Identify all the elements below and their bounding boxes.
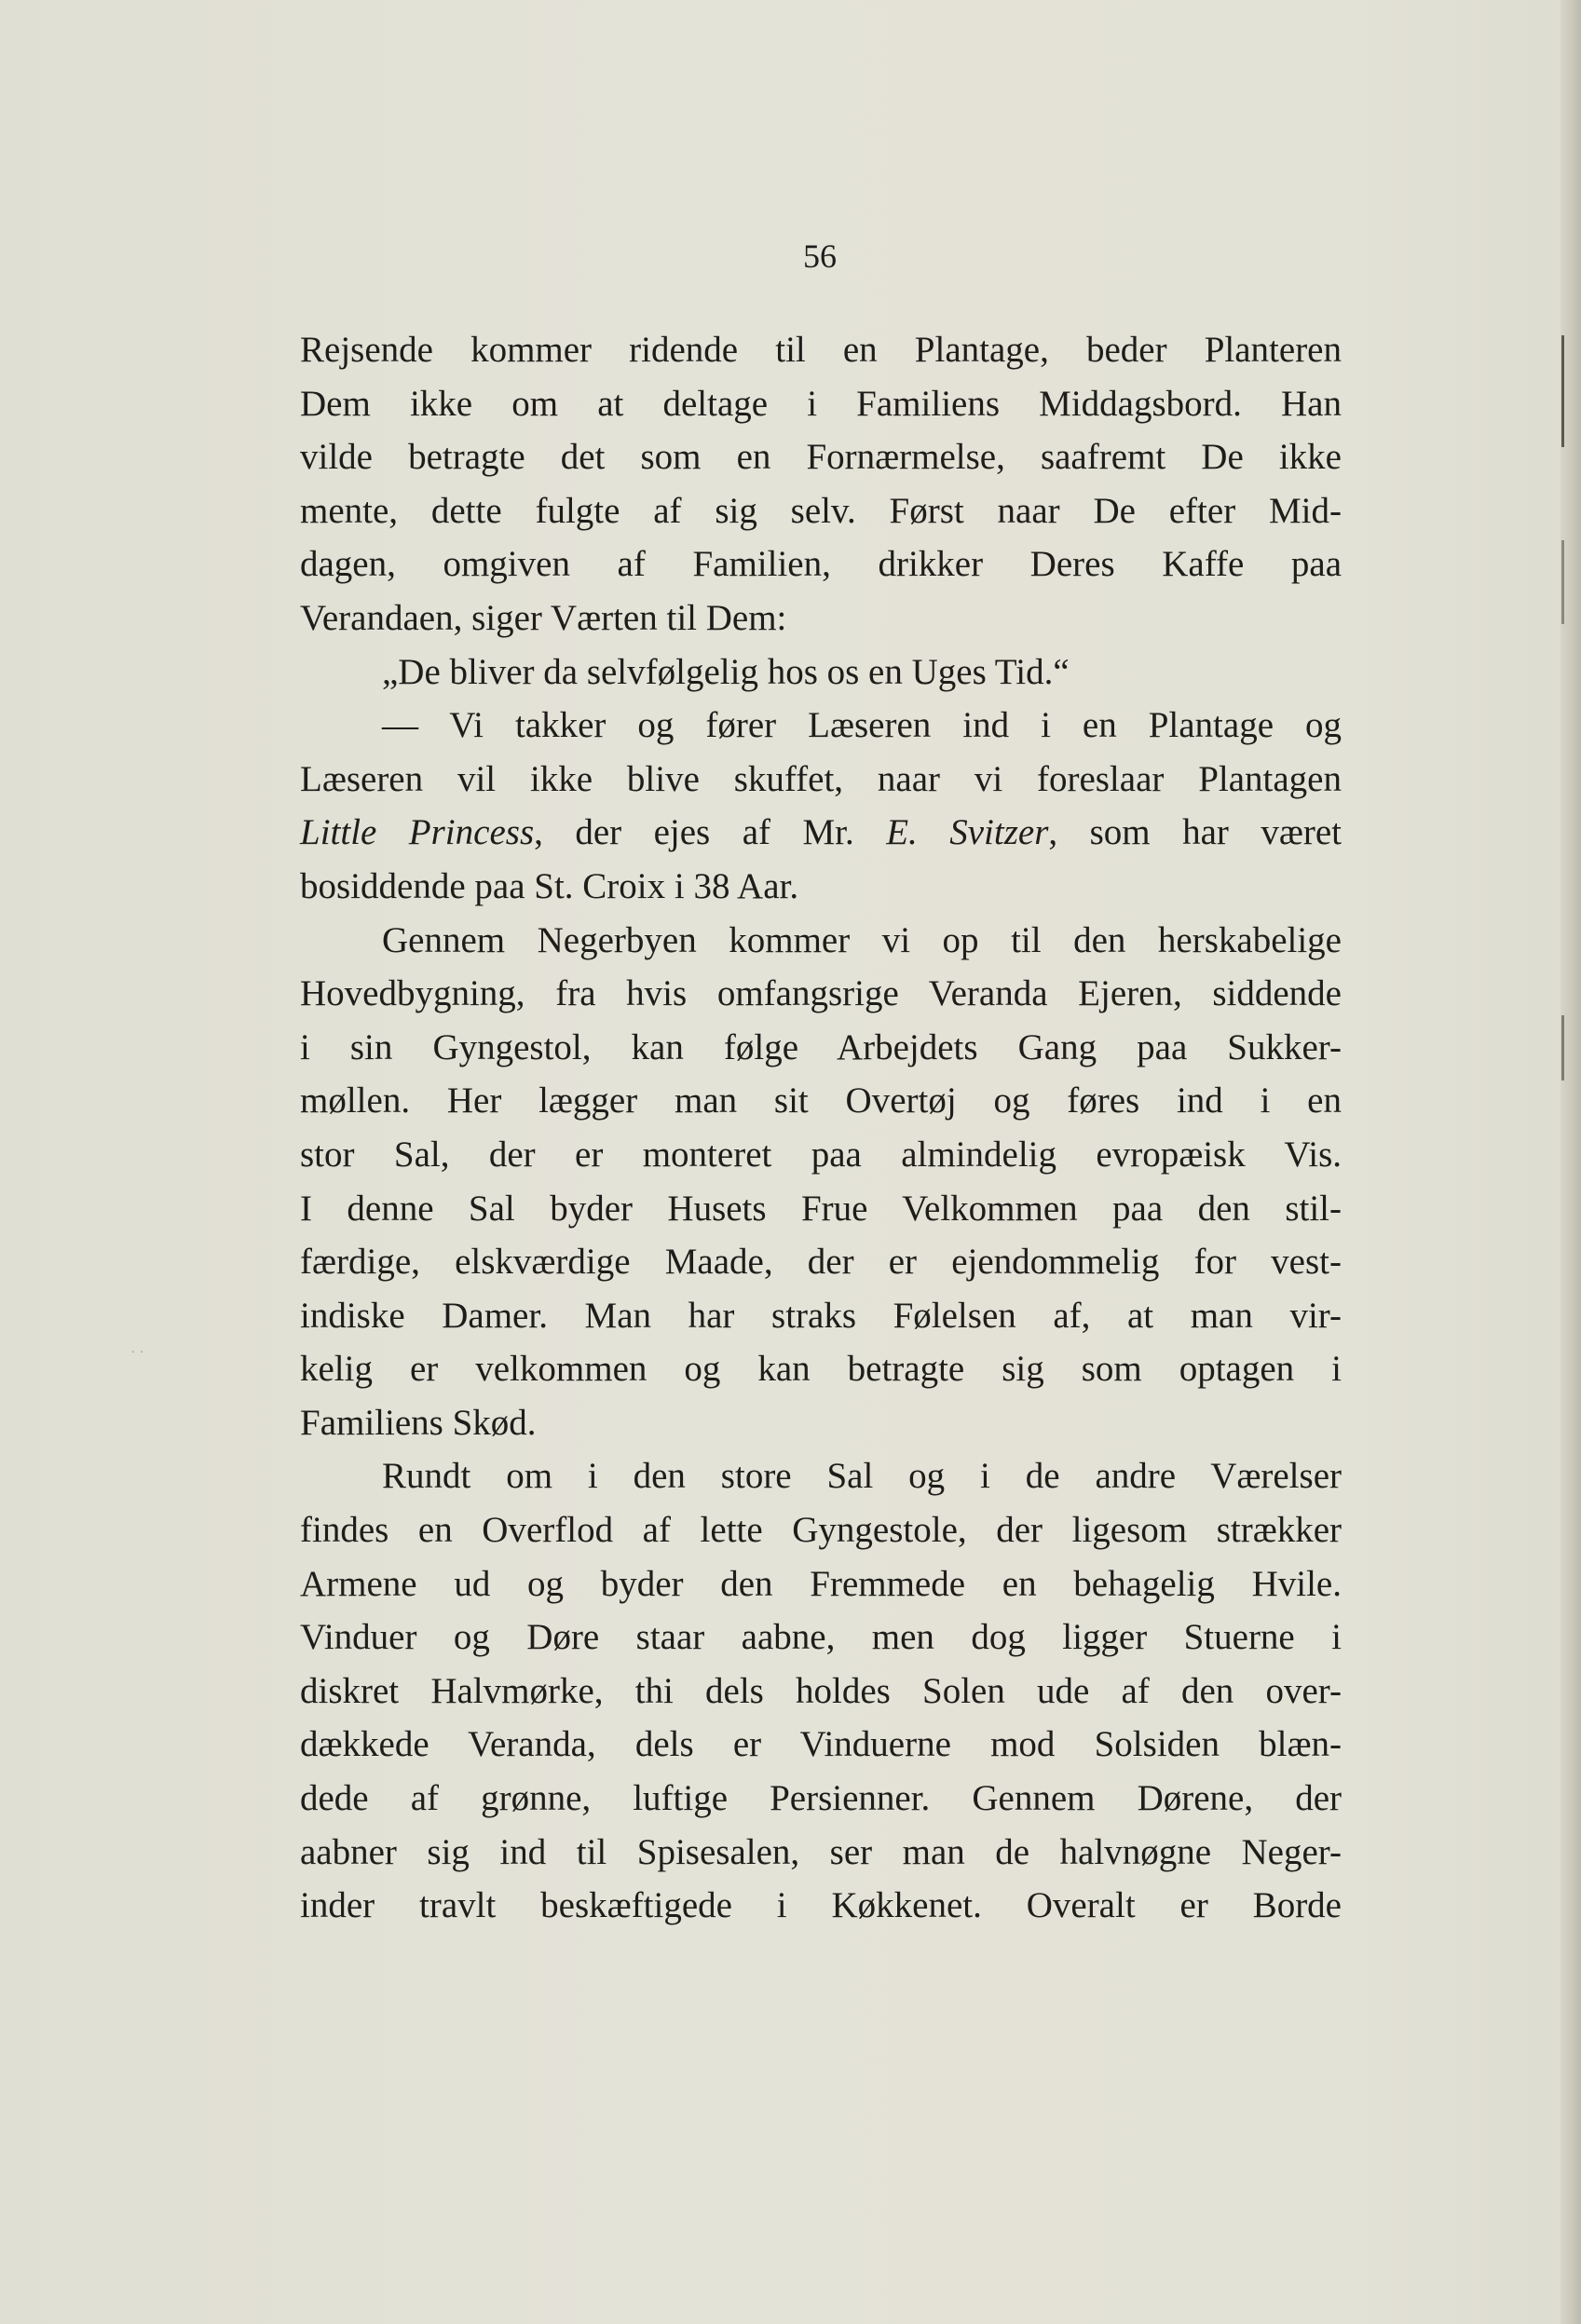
text-line: I denne Sal byder Husets Frue Velkommen paa den stil- <box>300 1188 1342 1229</box>
text-line: kelig er velkommen og kan betragte sig som optagen i <box>300 1349 1342 1390</box>
text-line: indiske Damer. Man har straks Følelsen af, at man vir- <box>300 1295 1342 1336</box>
scan-speck: ˙ ˙ <box>130 1349 144 1365</box>
text-line: aabner sig ind til Spisesalen, ser man de halvnøgne Neger- <box>300 1831 1342 1872</box>
text-line: i sin Gyngestol, kan følge Arbejdets Gang paa Sukker- <box>300 1026 1342 1067</box>
text-line: Gennem Negerbyen kommer vi op til den herskabelige <box>382 919 1342 960</box>
owner-name: E. Svitzer <box>886 812 1049 853</box>
plantation-name: Little Princess <box>300 812 535 853</box>
text-line: Rundt om i den store Sal og i de andre Værelser <box>382 1456 1342 1497</box>
text-line: vilde betragte det som en Fornærmelse, saafremt De ikke <box>300 437 1342 478</box>
text-line: — Vi takker og fører Læseren ind i en Plantage og <box>382 705 1342 746</box>
text-line: Dem ikke om at deltage i Familiens Middagsbord. Han <box>300 383 1342 424</box>
text-line <box>300 806 1342 860</box>
page-edge-mark <box>1561 335 1564 447</box>
text-line: Verandaen, siger Værten til Dem: <box>300 597 787 638</box>
text-line: inder travlt beskæftigede i Køkkenet. Overalt er Borde <box>300 1885 1342 1926</box>
text-line: færdige, elskværdige Maade, der er ejendommelig for vest- <box>300 1242 1342 1283</box>
text-segment: , som har været <box>1048 812 1342 853</box>
text-line: dækkede Veranda, dels er Vinduerne mod Solsiden blæn- <box>300 1724 1342 1765</box>
quote-line: „De bliver da selvfølgelig hos os en Uges Tid.“ <box>382 651 1070 692</box>
page-edge-mark <box>1561 540 1564 624</box>
text-line: Armene ud og byder den Fremmede en behagelig Hvile. <box>300 1563 1342 1604</box>
text-line: findes en Overflod af lette Gyngestole, der ligesom strækker <box>300 1510 1342 1551</box>
body-text <box>300 323 1342 1933</box>
text-line: Rejsende kommer ridende til en Plantage, beder Planteren <box>300 330 1342 370</box>
text-line: dagen, omgiven af Familien, drikker Deres Kaffe paa <box>300 544 1342 585</box>
text-line: diskret Halvmørke, thi dels holdes Solen ude af den over- <box>300 1670 1342 1711</box>
page-edge-mark <box>1561 1015 1564 1080</box>
text-line: Hovedbygning, fra hvis omfangsrige Veranda Ejeren, siddende <box>300 973 1342 1014</box>
text-segment: , der ejes af Mr. <box>534 812 887 853</box>
text-line: Familiens Skød. <box>300 1402 537 1443</box>
page-number: 56 <box>803 238 837 275</box>
text-line: bosiddende paa St. Croix i 38 Aar. <box>300 865 799 906</box>
text-line: Læseren vil ikke blive skuffet, naar vi foreslaar Plantagen <box>300 758 1342 799</box>
text-line: dede af grønne, luftige Persienner. Gennem Dørene, der <box>300 1778 1342 1819</box>
text-line: Vinduer og Døre staar aabne, men dog ligger Stuerne i <box>300 1617 1342 1658</box>
text-line: stor Sal, der er monteret paa almindelig evropæisk Vis. <box>300 1134 1342 1175</box>
text-line: møllen. Her lægger man sit Overtøj og føres ind i en <box>300 1080 1342 1121</box>
text-line: mente, dette fulgte af sig selv. Først naar De efter Mid- <box>300 490 1342 531</box>
